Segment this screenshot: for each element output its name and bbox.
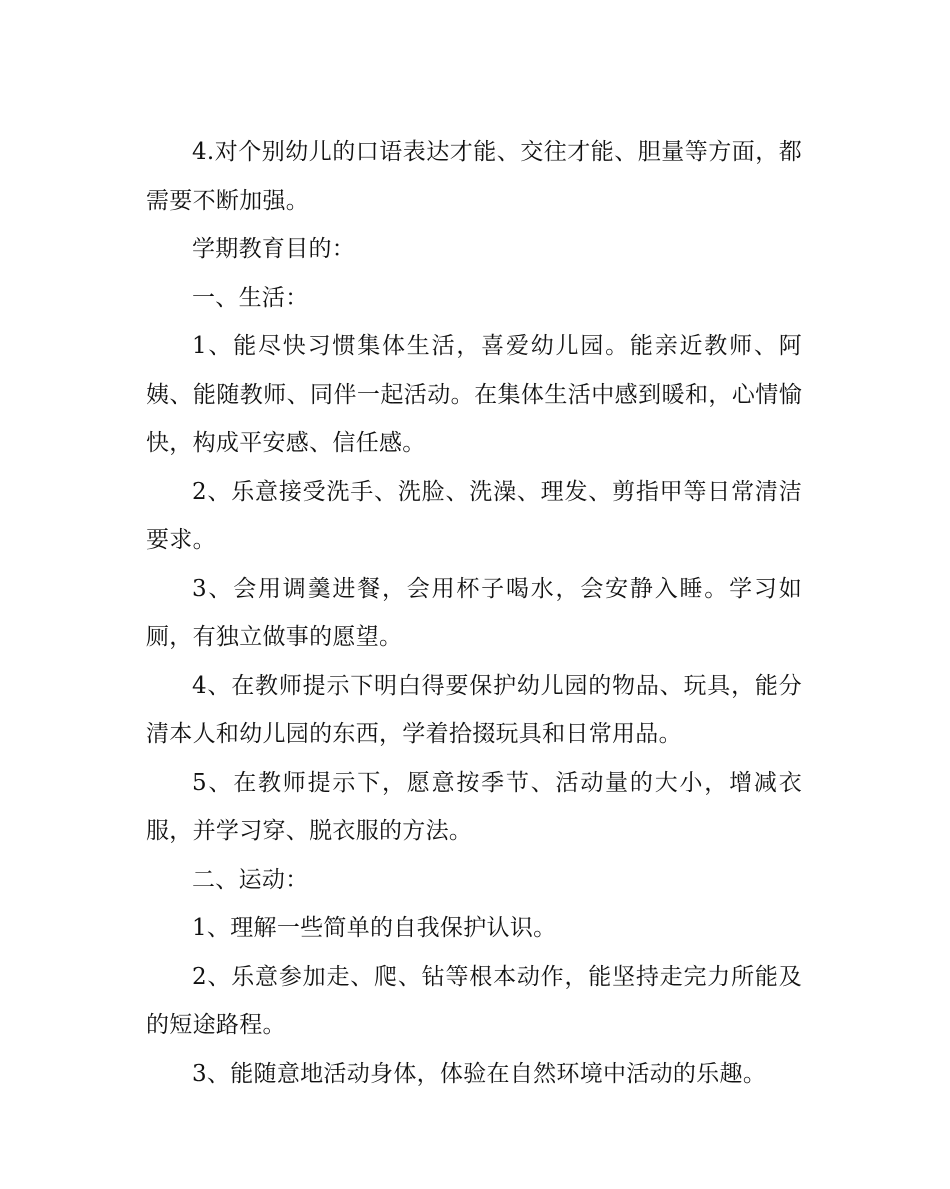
paragraph-4: 1、能尽快习惯集体生活，喜爱幼儿园。能亲近教师、阿姨、能随教师、同伴一起活动。在集体生活中感到暖和，心情愉快，构成平安感、信任感。 <box>146 333 802 456</box>
paragraph-3: 一、生活： <box>192 284 309 311</box>
paragraph-7: 4、在教师提示下明白得要保护幼儿园的物品、玩具，能分清本人和幼儿园的东西，学着拾掇玩具和日常用品。 <box>146 672 802 747</box>
paragraph-6: 3、会用调羹进餐，会用杯子喝水，会安静入睡。学习如厕，有独立做事的愿望。 <box>146 575 802 650</box>
paragraph-5: 2、乐意接受洗手、洗脸、洗澡、理发、剪指甲等日常清洁要求。 <box>146 478 802 553</box>
paragraph-11: 2、乐意参加走、爬、钻等根本动作，能坚持走完力所能及的短途路程。 <box>146 963 802 1038</box>
paragraph-1: 4.对个别幼儿的口语表达才能、交往才能、胆量等方面，都需要不断加强。 <box>146 139 802 214</box>
paragraph-9: 二、运动： <box>192 866 309 893</box>
paragraph-12: 3、能随意地活动身体，体验在自然环境中活动的乐趣。 <box>192 1060 767 1087</box>
paragraph-8: 5、在教师提示下，愿意按季节、活动量的大小，增减衣服，并学习穿、脱衣服的方法。 <box>146 769 802 844</box>
paragraph-10: 1、理解一些简单的自我保护认识。 <box>192 915 557 941</box>
paragraph-2: 学期教育目的： <box>192 236 356 262</box>
